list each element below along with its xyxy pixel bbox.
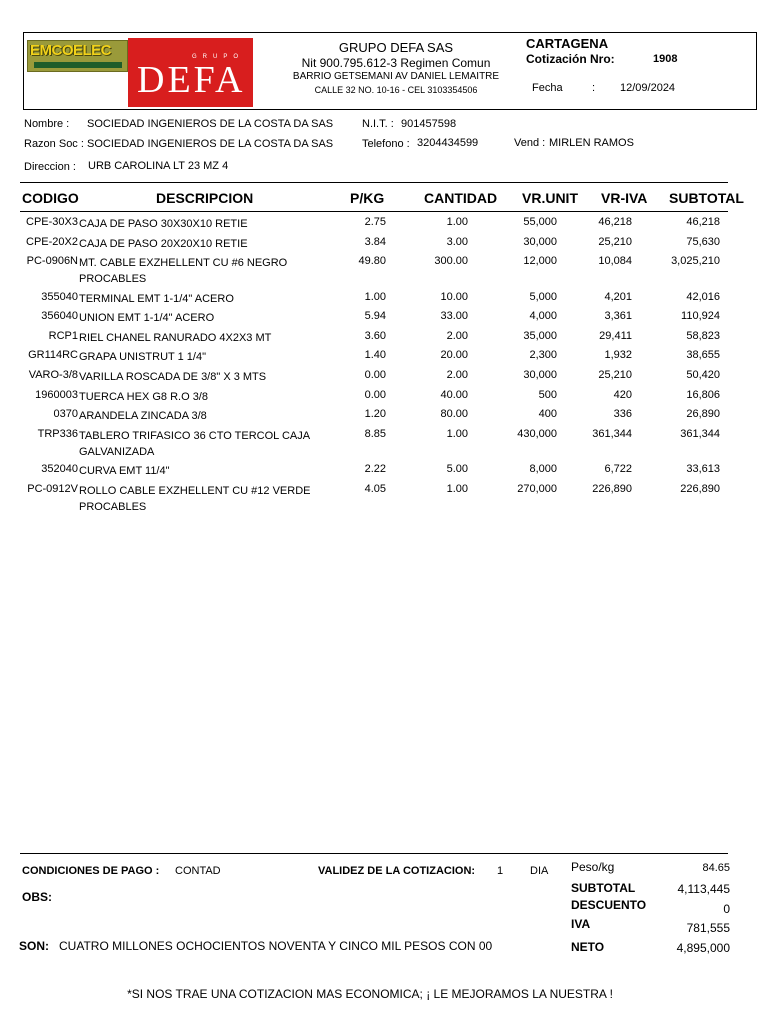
obs-label: OBS:: [22, 890, 52, 904]
cell-desc: TUERCA HEX G8 R.O 3/8: [79, 391, 208, 403]
cell-iva: 336: [613, 408, 632, 420]
cell-pkg: 2.75: [364, 216, 386, 228]
cell-iva: 25,210: [598, 369, 632, 381]
cell-unit: 2,300: [529, 349, 557, 361]
son-label: SON:: [19, 939, 49, 953]
cell-unit: 430,000: [517, 428, 557, 440]
client-razon-label: Razon Soc :: [24, 138, 84, 150]
cell-unit: 35,000: [523, 330, 557, 342]
validity-label: VALIDEZ DE LA COTIZACION:: [318, 865, 476, 877]
neto-value: 4,895,000: [676, 941, 730, 955]
cell-pkg: 8.85: [364, 428, 386, 440]
cell-unit: 400: [538, 408, 557, 420]
cell-iva: 361,344: [592, 428, 632, 440]
quote-date-separator: :: [592, 82, 596, 94]
cell-pkg: 49.80: [358, 255, 386, 267]
cell-subtotal: 75,630: [686, 236, 720, 248]
vendor-name: MIRLEN RAMOS: [549, 137, 634, 149]
cell-iva: 4,201: [604, 291, 632, 303]
cell-code: RCP1: [48, 330, 78, 342]
cell-qty: 10.00: [440, 291, 468, 303]
iva-label: IVA: [571, 917, 591, 931]
payment-conditions-label: CONDICIONES DE PAGO :: [22, 865, 160, 877]
company-nit: Nit 900.795.612-3 Regimen Comun: [301, 56, 491, 70]
company-address-2: CALLE 32 NO. 10-16 - CEL 3103354506: [314, 85, 478, 95]
cell-subtotal: 46,218: [686, 216, 720, 228]
cell-qty: 300.00: [434, 255, 468, 267]
cell-iva: 29,411: [599, 330, 632, 342]
cell-unit: 4,000: [529, 310, 557, 322]
cell-code: 0370: [53, 408, 78, 420]
cell-subtotal: 33,613: [686, 463, 720, 475]
cell-qty: 1.00: [446, 428, 468, 440]
cell-pkg: 0.00: [364, 389, 386, 401]
quote-number: 1908: [653, 53, 678, 65]
cell-iva: 10,084: [598, 255, 632, 267]
footer-rule: [20, 853, 728, 854]
th-vr-unit: VR.UNIT: [522, 190, 578, 206]
cell-code: PC-0912V: [27, 483, 78, 495]
cell-unit: 12,000: [523, 255, 557, 267]
cell-desc: GRAPA UNISTRUT 1 1/4": [79, 351, 206, 363]
amount-in-words: CUATRO MILLONES OCHOCIENTOS NOVENTA Y CINCO MIL PESOS CON 00: [59, 939, 493, 953]
emcoelec-logo-text: EMCOELEC: [30, 42, 112, 59]
cell-subtotal: 50,420: [686, 369, 720, 381]
cell-iva: 25,210: [598, 236, 632, 248]
cell-subtotal: 58,823: [686, 330, 720, 342]
validity-value: 1: [497, 865, 504, 877]
cell-qty: 1.00: [446, 216, 468, 228]
cell-code: TRP336: [37, 428, 78, 440]
client-razon: SOCIEDAD INGENIEROS DE LA COSTA DA SAS: [87, 138, 334, 150]
cell-subtotal: 110,924: [681, 310, 720, 322]
cell-subtotal: 26,890: [686, 408, 720, 420]
client-nit-label: N.I.T. :: [362, 118, 394, 130]
cell-iva: 3,361: [604, 310, 632, 322]
cell-subtotal: 226,890: [680, 483, 720, 495]
cell-desc: TERMINAL EMT 1-1/4" ACERO: [79, 293, 234, 305]
cell-unit: 30,000: [523, 369, 557, 381]
cell-qty: 1.00: [446, 483, 468, 495]
defa-logo: [128, 38, 253, 107]
subtotal-label: SUBTOTAL: [571, 881, 636, 895]
client-address-label: Direccion :: [24, 161, 76, 173]
th-descripcion: DESCRIPCION: [156, 190, 254, 206]
cell-qty: 2.00: [446, 369, 468, 381]
defa-logo-grupo: GRUPO: [192, 54, 245, 60]
table-top-rule: [20, 182, 728, 183]
cell-subtotal: 16,806: [686, 389, 720, 401]
quote-city: CARTAGENA: [526, 36, 609, 51]
client-name-label: Nombre :: [24, 118, 70, 130]
cell-iva: 46,218: [598, 216, 632, 228]
cell-code: PC-0906N: [26, 255, 78, 267]
cell-pkg: 0.00: [364, 369, 386, 381]
cell-desc: ROLLO CABLE EXZHELLENT CU #12 VERDE PROCABLES: [79, 485, 311, 513]
vendor-label: Vend :: [514, 137, 546, 149]
discount-value: 0: [723, 902, 730, 916]
quote-date-label: Fecha: [532, 82, 563, 94]
cell-desc: ARANDELA ZINCADA 3/8: [79, 410, 207, 422]
payment-conditions: CONTAD: [175, 865, 221, 877]
iva-value: 781,555: [686, 921, 730, 935]
cell-pkg: 3.60: [364, 330, 386, 342]
th-subtotal: SUBTOTAL: [669, 190, 744, 206]
client-nit: 901457598: [401, 118, 457, 130]
th-vr-iva: VR-IVA: [601, 190, 648, 206]
cell-code: CPE-30X3: [26, 216, 78, 228]
cell-code: 352040: [41, 463, 78, 475]
client-phone: 3204434599: [417, 137, 479, 149]
cell-qty: 5.00: [446, 463, 468, 475]
cell-subtotal: 42,016: [686, 291, 720, 303]
client-name: SOCIEDAD INGENIEROS DE LA COSTA DA SAS: [87, 118, 334, 130]
table-header-rule: [20, 211, 728, 212]
cell-iva: 420: [613, 389, 632, 401]
company-name: GRUPO DEFA SAS: [338, 40, 454, 55]
cell-unit: 30,000: [523, 236, 557, 248]
cell-unit: 500: [538, 389, 557, 401]
cell-desc: VARILLA ROSCADA DE 3/8" X 3 MTS: [79, 371, 267, 383]
emcoelec-logo-banner: [34, 62, 122, 68]
validity-unit: DIA: [530, 865, 549, 877]
th-pkg: P/KG: [350, 190, 385, 206]
peso-kg-value: 84.65: [702, 862, 730, 874]
cell-code: GR114RC: [28, 349, 78, 361]
neto-label: NETO: [571, 940, 605, 954]
cell-qty: 80.00: [440, 408, 468, 420]
quote-date: 12/09/2024: [620, 82, 676, 94]
cell-qty: 40.00: [440, 389, 468, 401]
cell-code: 355040: [41, 291, 78, 303]
cell-qty: 3.00: [446, 236, 468, 248]
cell-pkg: 2.22: [364, 463, 386, 475]
cell-code: VARO-3/8: [28, 369, 78, 381]
defa-logo-text: DEFA: [137, 59, 246, 101]
cell-iva: 6,722: [604, 463, 632, 475]
cell-desc: TABLERO TRIFASICO 36 CTO TERCOL CAJA GALVANIZADA: [79, 430, 310, 458]
th-codigo: CODIGO: [22, 190, 79, 206]
cell-desc: CURVA EMT 11/4": [79, 465, 170, 477]
cell-unit: 270,000: [517, 483, 557, 495]
peso-kg-label: Peso/kg: [571, 860, 615, 874]
cell-pkg: 1.00: [364, 291, 386, 303]
cell-iva: 226,890: [592, 483, 632, 495]
subtotal-value: 4,113,445: [677, 882, 730, 896]
cell-unit: 8,000: [529, 463, 557, 475]
cell-qty: 33.00: [440, 310, 468, 322]
quote-number-label: Cotización Nro:: [526, 52, 615, 66]
th-cantidad: CANTIDAD: [424, 190, 498, 206]
cell-pkg: 4.05: [364, 483, 386, 495]
cell-subtotal: 38,655: [686, 349, 720, 361]
cell-qty: 2.00: [446, 330, 468, 342]
emcoelec-logo: [27, 40, 128, 72]
cell-pkg: 1.40: [364, 349, 386, 361]
cell-pkg: 5.94: [364, 310, 386, 322]
cell-desc: CAJA DE PASO 30X30X10 RETIE: [79, 218, 248, 230]
cell-subtotal: 361,344: [680, 428, 720, 440]
cell-unit: 55,000: [523, 216, 557, 228]
company-address-1: BARRIO GETSEMANI AV DANIEL LEMAITRE: [292, 71, 500, 82]
cell-iva: 1,932: [604, 349, 632, 361]
cell-desc: CAJA DE PASO 20X20X10 RETIE: [79, 238, 248, 250]
cell-desc: RIEL CHANEL RANURADO 4X2X3 MT: [79, 332, 272, 344]
slogan: *SI NOS TRAE UNA COTIZACION MAS ECONOMICA; ¡ LE MEJORAMOS LA NUESTRA !: [127, 987, 613, 1001]
cell-pkg: 3.84: [364, 236, 386, 248]
cell-code: 356040: [41, 310, 78, 322]
cell-unit: 5,000: [529, 291, 557, 303]
cell-desc: UNION EMT 1-1/4" ACERO: [79, 312, 215, 324]
cell-qty: 20.00: [440, 349, 468, 361]
cell-desc: MT. CABLE EXZHELLENT CU #6 NEGRO PROCABLES: [79, 257, 288, 285]
cell-code: CPE-20X2: [26, 236, 78, 248]
discount-label: DESCUENTO: [571, 898, 647, 912]
cell-subtotal: 3,025,210: [671, 255, 720, 267]
client-address: URB CAROLINA LT 23 MZ 4: [88, 160, 229, 172]
cell-pkg: 1.20: [364, 408, 386, 420]
cell-code: 1960003: [35, 389, 78, 401]
client-phone-label: Telefono :: [362, 138, 410, 150]
